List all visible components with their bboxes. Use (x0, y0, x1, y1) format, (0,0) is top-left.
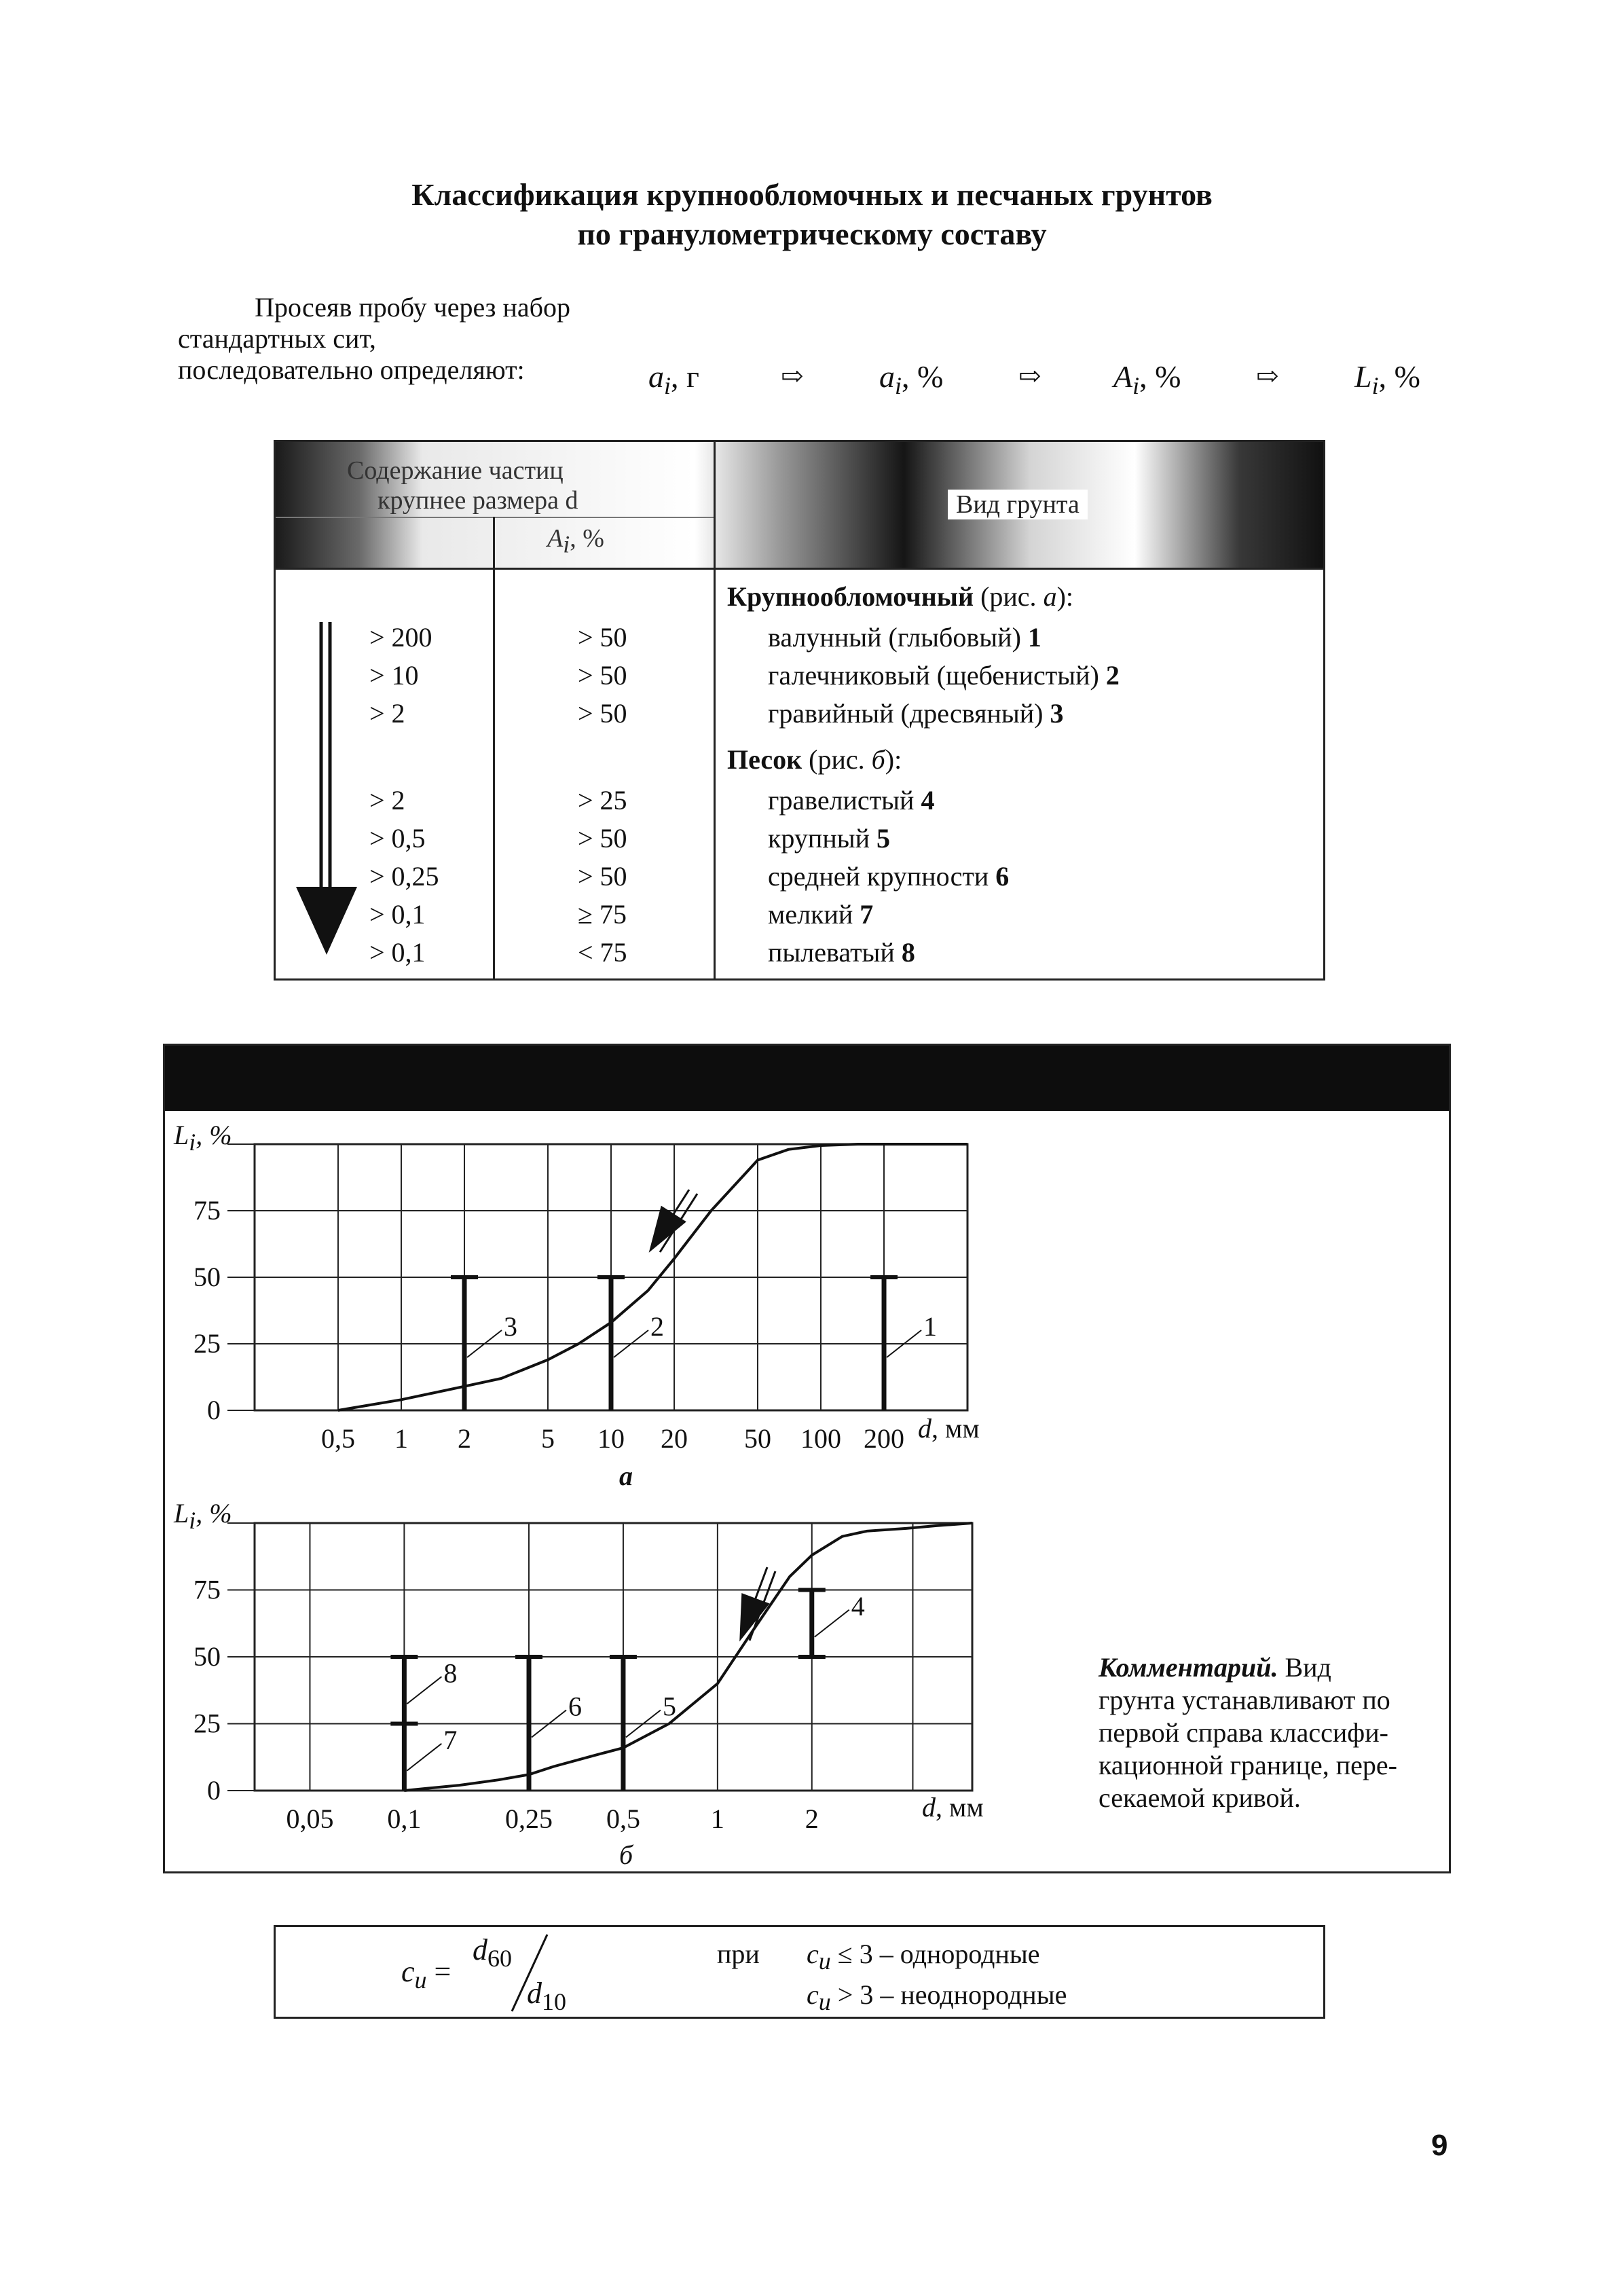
bound-label: 3 (504, 1311, 518, 1342)
soil-name: пылеватый 8 (768, 937, 915, 968)
seq-arrow-3: ⇨ (1256, 361, 1279, 391)
header-particle-content: Содержание частиц крупнее размера d (347, 456, 578, 515)
soil-name: галечниковый (щебенистый) 2 (768, 660, 1120, 691)
A-value: > 50 (578, 861, 627, 892)
group-title-coarse: Крупнообломочный (рис. а): (727, 581, 1073, 612)
x-tick-label: 200 (864, 1423, 905, 1454)
x-tick-label: 0,1 (387, 1803, 422, 1834)
x-tick-label: 1 (710, 1803, 724, 1834)
x-tick-label: 10 (597, 1423, 625, 1454)
A-value: > 25 (578, 785, 627, 816)
y-tick-label: 25 (193, 1328, 221, 1359)
A-value: > 50 (578, 660, 627, 691)
condition-uniform: $c_и \le 3$ – однородные (807, 1939, 1040, 1975)
d-value: > 2 (369, 698, 405, 729)
chart-b-xlabel: d, мм (922, 1792, 984, 1823)
bound-label: 1 (923, 1311, 938, 1342)
header-soil-type: Вид грунта (948, 490, 1088, 519)
y-tick-label: 75 (193, 1574, 221, 1605)
bound-label: 2 (650, 1311, 664, 1342)
comment-block: Комментарий. Вид грунта устанавливают по первой справа классифи- кационной границе, пере- секаемой кривой. (1099, 1652, 1397, 1813)
A-value: > 50 (578, 823, 627, 854)
bound-label: 4 (851, 1590, 865, 1622)
seq-item-1: $a_i$, г (648, 359, 699, 400)
header-Ai: $A_i$, % (547, 524, 604, 558)
formula-numerator: $d_{60}$ (473, 1933, 512, 1972)
bound-label: 6 (568, 1691, 583, 1722)
y-tick-label: 50 (193, 1262, 221, 1292)
soil-name: валунный (глыбовый) 1 (768, 622, 1041, 653)
intro-line-1: Просеяв пробу через набор (255, 292, 570, 323)
x-tick-label: 1 (394, 1423, 408, 1454)
x-tick-label: 0,5 (320, 1423, 355, 1454)
chart-b-ylabel: $L_i$, % (174, 1498, 232, 1534)
d-value: > 10 (369, 660, 419, 691)
chart-a-caption: а (619, 1461, 633, 1491)
x-tick-label: 50 (743, 1423, 771, 1454)
soil-name: средней крупности 6 (768, 861, 1010, 892)
x-tick-label: 0,5 (606, 1803, 640, 1834)
d-value: > 0,5 (369, 823, 426, 854)
A-value: > 50 (578, 622, 627, 653)
x-tick-label: 0,05 (286, 1803, 334, 1834)
group-title-sand: Песок (рис. б): (727, 744, 902, 775)
seq-arrow-1: ⇨ (781, 361, 804, 391)
soil-name: крупный 5 (768, 823, 890, 854)
seq-arrow-2: ⇨ (1018, 361, 1041, 391)
uniformity-formula-box (274, 1925, 1325, 2019)
title-line-1: Классификация крупнообломочных и песчаных грунтов (411, 177, 1213, 212)
x-tick-label: 2 (805, 1803, 819, 1834)
comment-title: Комментарий. (1099, 1652, 1278, 1683)
chart-b-caption: б (619, 1839, 633, 1870)
formula-when: при (717, 1939, 760, 1969)
formula-denominator: $d_{10}$ (527, 1977, 566, 2015)
intro-line-3: последовательно определяют: (178, 354, 525, 385)
chart-a-ylabel: $L_i$, % (174, 1120, 232, 1156)
intro-line-2: стандартных сит, (178, 323, 376, 354)
x-tick-label: 20 (661, 1423, 688, 1454)
A-value: ≥ 75 (578, 899, 627, 930)
bound-label: 5 (662, 1691, 676, 1722)
bound-label: 7 (443, 1724, 458, 1755)
x-tick-label: 2 (458, 1423, 472, 1454)
A-value: > 50 (578, 698, 627, 729)
y-tick-label: 25 (193, 1708, 221, 1739)
bound-label: 8 (443, 1658, 458, 1689)
direction-arrow-icon (649, 1206, 686, 1253)
x-tick-label: 100 (800, 1423, 842, 1454)
x-tick-label: 5 (540, 1423, 555, 1454)
seq-item-3: $A_i$, % (1113, 359, 1181, 400)
page-number: 9 (1431, 2129, 1448, 2162)
y-tick-label: 50 (193, 1641, 221, 1672)
soil-name: гравелистый 4 (768, 785, 935, 816)
soil-name: гравийный (дресвяный) 3 (768, 698, 1064, 729)
chart-a-xlabel: d, мм (918, 1413, 980, 1444)
d-value: > 0,1 (369, 937, 426, 968)
y-tick-label: 0 (207, 1775, 221, 1806)
formula-lhs: $c_и$ = (401, 1955, 451, 1994)
seq-item-4: $L_i$, % (1354, 359, 1420, 400)
A-value: < 75 (578, 937, 627, 968)
soil-name: мелкий 7 (768, 899, 874, 930)
y-tick-label: 0 (207, 1395, 221, 1425)
d-value: > 200 (369, 622, 432, 653)
title-line-2: по гранулометрическому составу (577, 216, 1047, 251)
d-value: > 2 (369, 785, 405, 816)
d-value: > 0,25 (369, 861, 439, 892)
condition-nonuniform: $c_и > 3$ – неоднородные (807, 1979, 1067, 2015)
y-tick-label: 75 (193, 1195, 221, 1226)
x-tick-label: 0,25 (505, 1803, 553, 1834)
d-value: > 0,1 (369, 899, 426, 930)
seq-item-2: $a_i$, % (879, 359, 944, 400)
